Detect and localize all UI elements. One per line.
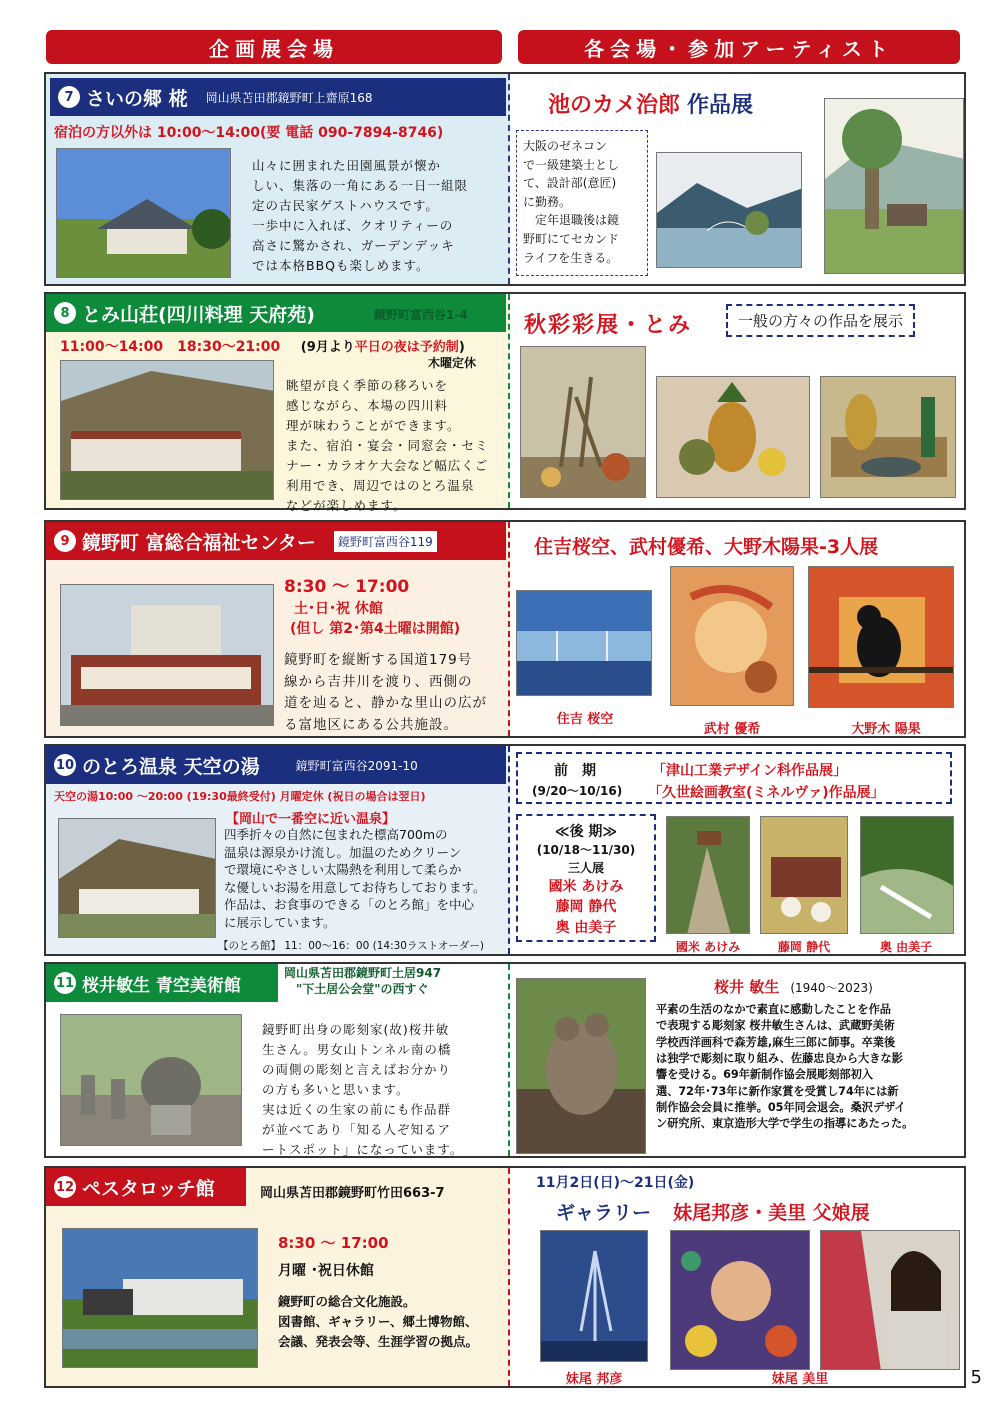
venue-photo	[60, 1014, 242, 1146]
exhibit-dates: 11月2日(日)〜21日(金)	[536, 1175, 695, 1191]
venue-photo	[58, 818, 216, 938]
restaurant-hours: 【のとろ館】 11：00〜16：00 (14:30ラストオーダー)	[218, 940, 484, 952]
description: 山々に囲まれた田園風景が懐か しい、集落の一角にある一日一組限 定の古民家ゲストハウスです。 一歩中に入れば、クオリティーの 高さに驚かされ、ガーデンデッキ では本格BBQも楽しめます。	[252, 158, 469, 273]
hours: 8:30 〜 17:00	[284, 577, 410, 597]
description: 眺望が良く季節の移ろいを 感じながら、本場の四川料 理が味わうことができます。 また、宿泊・宴会・同窓会・セミ ナー・カラオケ大会など幅広くご 利用でき、周辺ではのとろ温泉 などが楽しめます。	[286, 378, 489, 513]
exhibit-badge: 一般の方々の作品を展示	[726, 304, 915, 337]
closed-day: 木曜定休	[428, 356, 477, 370]
venue-name: のとろ温泉 天空の湯	[82, 755, 260, 778]
venue-address: 鏡野町富西谷2091-10	[295, 758, 418, 773]
section-9	[44, 520, 966, 738]
venue-name: 鏡野町 富総合福祉センター	[82, 531, 316, 554]
section-10-title-bar	[46, 746, 506, 784]
exhibit-suffix: 作品展	[687, 93, 754, 118]
exhibit-prefix: ギャラリー	[556, 1202, 652, 1224]
artwork-3	[860, 816, 954, 934]
section-11	[44, 962, 966, 1158]
section-7	[44, 72, 966, 286]
description: 鏡野町の総合文化施設。 図書館、ギャラリー、郷土博物館、 会議、発表会等、生涯学習の拠点。	[278, 1294, 479, 1349]
early-exhibit-2: 「久世絵画教室(ミネルヴァ)作品展」	[648, 785, 885, 801]
section-12	[44, 1166, 966, 1388]
section-8	[44, 292, 966, 513]
venue-address: 鏡野町富西谷119	[334, 531, 437, 552]
early-exhibit-1: 「津山工業デザイン科作品展」	[652, 763, 848, 779]
venue-photo	[56, 148, 231, 278]
hours: 11:00〜14:00 18:30〜21:00	[60, 339, 281, 355]
caption-artist-2: 妹尾 美里	[771, 1372, 829, 1387]
right-header: 各会場・参加アーティスト	[518, 30, 960, 64]
venue-address: 岡山県苫田郡鏡野町土居947 "下土居公会堂"の西すぐ	[284, 966, 442, 996]
number-badge: 10	[54, 754, 76, 776]
artwork-3	[820, 1230, 960, 1370]
number-badge: 11	[54, 972, 76, 994]
number-badge: 12	[54, 1176, 76, 1198]
closed-days: 月曜 ･祝日休館	[278, 1263, 374, 1279]
artwork-1	[656, 152, 802, 268]
artist-bio: 平素の生活のなかで素直に感動したことを作品 で表現する彫刻家 桜井敏生さんは、武蔵野美術 学校西洋画科で森芳雄,麻生三郎に師事。卒業後 は独学で彫刻に取り組み、佐藤忠良から大きな影 響を受ける。69年新制作協会展彫刻部初入 選、72年･73年に新作家賞を受賞し74年には新 制作協会会員に推挙。05年同会退会。桑沢デザイ ン研究所、東京造形大学で学生の指導にあたった。	[656, 1003, 914, 1131]
artwork-3	[808, 566, 954, 708]
venue-photo	[62, 1228, 258, 1368]
caption-artist-1: 國米 あけみ	[675, 940, 741, 954]
venue-address: 岡山県苫田郡鏡野町上齋原168	[205, 90, 373, 105]
venue-name: とみ山荘(四川料理 天府苑)	[82, 303, 315, 326]
closed-days: 土･日･祝 休館	[294, 601, 383, 617]
artwork-2	[670, 566, 794, 706]
left-header: 企画展会場	[46, 30, 502, 64]
section-10	[44, 744, 966, 956]
artwork-sculpture	[516, 978, 646, 1154]
early-period-box	[516, 752, 952, 804]
artist-name: 桜井 敏生	[714, 978, 780, 996]
caption-artist-1: 妹尾 邦彦	[565, 1372, 623, 1387]
number-badge: 7	[58, 86, 80, 108]
caption-artist-3: 奥 由美子	[879, 940, 933, 954]
section-9-title-bar	[46, 522, 506, 560]
section-12-title-bar	[46, 1168, 246, 1206]
artwork-1	[540, 1230, 648, 1362]
closed-note: (但し 第2･第4土曜は開館)	[290, 621, 461, 637]
number-badge: 8	[54, 302, 76, 324]
venue-name: ペスタロッチ館	[82, 1177, 215, 1200]
hours-note: (9月より平日の夜は予約制)	[300, 340, 465, 355]
artwork-2	[760, 816, 848, 934]
caption-artist-2: 藤岡 静代	[777, 940, 831, 954]
artwork-2	[670, 1230, 810, 1370]
caption-artist-2: 武村 優希	[703, 722, 761, 737]
hours: 8:30 〜 17:00	[278, 1234, 389, 1252]
caption-artist-3: 大野木 陽果	[851, 722, 921, 737]
late-period-box: ≪後 期≫ (10/18〜11/30) 三人展 國米 あけみ 藤岡 静代 奥 由美子	[516, 814, 656, 942]
exhibit-title: 池のカメ治郎	[548, 93, 681, 118]
description: 鏡野町を縦断する国道179号 線から吉井川を渡り、西側の 道を辿ると、静かな里山の広が る富地区にある公共施設。	[284, 652, 487, 733]
artwork-1	[516, 590, 652, 696]
venue-name: さいの郷 椛	[86, 87, 188, 110]
venue-name: 桜井敏生 青空美術館	[82, 975, 241, 996]
section-7-title-bar	[50, 78, 506, 116]
artwork-2	[824, 98, 964, 274]
artist-years: (1940〜2023)	[790, 981, 873, 995]
venue-photo	[60, 360, 274, 500]
early-dates: (9/20〜10/16)	[532, 784, 623, 798]
page-number: 5	[970, 1367, 982, 1388]
venue-photo	[60, 584, 274, 726]
artwork-1	[520, 346, 646, 498]
early-label: 前 期	[554, 763, 596, 779]
tagline: 【岡山で一番空に近い温泉】	[226, 812, 396, 827]
hours: 宿泊の方以外は 10:00〜14:00(要 電話 090-7894-8746)	[54, 125, 444, 141]
venue-address: 岡山県苫田郡鏡野町竹田663-7	[260, 1186, 445, 1201]
exhibit-title: 妹尾邦彦・美里 父娘展	[673, 1202, 870, 1224]
description: 四季折々の自然に包まれた標高700mの 温泉は源泉かけ流し。加温のためクリーン で環境にやさしい太陽熱を利用して柔らか な優しいお湯を用意してお待ちしております。 作品は、お食事のできる「のとろ館」を中心 に展示しています。	[224, 827, 486, 930]
venue-address: 鏡野町富西谷1-4	[374, 308, 468, 322]
artwork-1	[666, 816, 750, 934]
artwork-3	[820, 376, 956, 498]
hours: 天空の湯10:00 〜20:00 (19:30最終受付) 月曜定休 (祝日の場合は翌日)	[54, 790, 426, 803]
caption-artist-1: 住吉 桜空	[556, 712, 614, 727]
artwork-2	[656, 376, 810, 498]
exhibit-title: 住吉桜空、武村優希、大野木陽果-3人展	[534, 536, 879, 558]
number-badge: 9	[54, 530, 76, 552]
artist-profile: 大阪のゼネコン で一級建築士とし て、設計部(意匠) に勤務。 定年退職後は鏡 野町にてセカンド ライフを生きる。	[516, 130, 648, 276]
exhibit-title: 秋彩彩展・とみ	[524, 313, 693, 338]
section-11-title-bar	[46, 964, 278, 1002]
description: 鏡野町出身の彫刻家(故)桜井敏 生さん。男女山トンネル南の橋 の両側の彫刻と言えばお分かり の方も多いと思います。 実は近くの生家の前にも作品群 が並べてあり「知る人ぞ知るア ートスポット」になっています。	[262, 1022, 464, 1157]
